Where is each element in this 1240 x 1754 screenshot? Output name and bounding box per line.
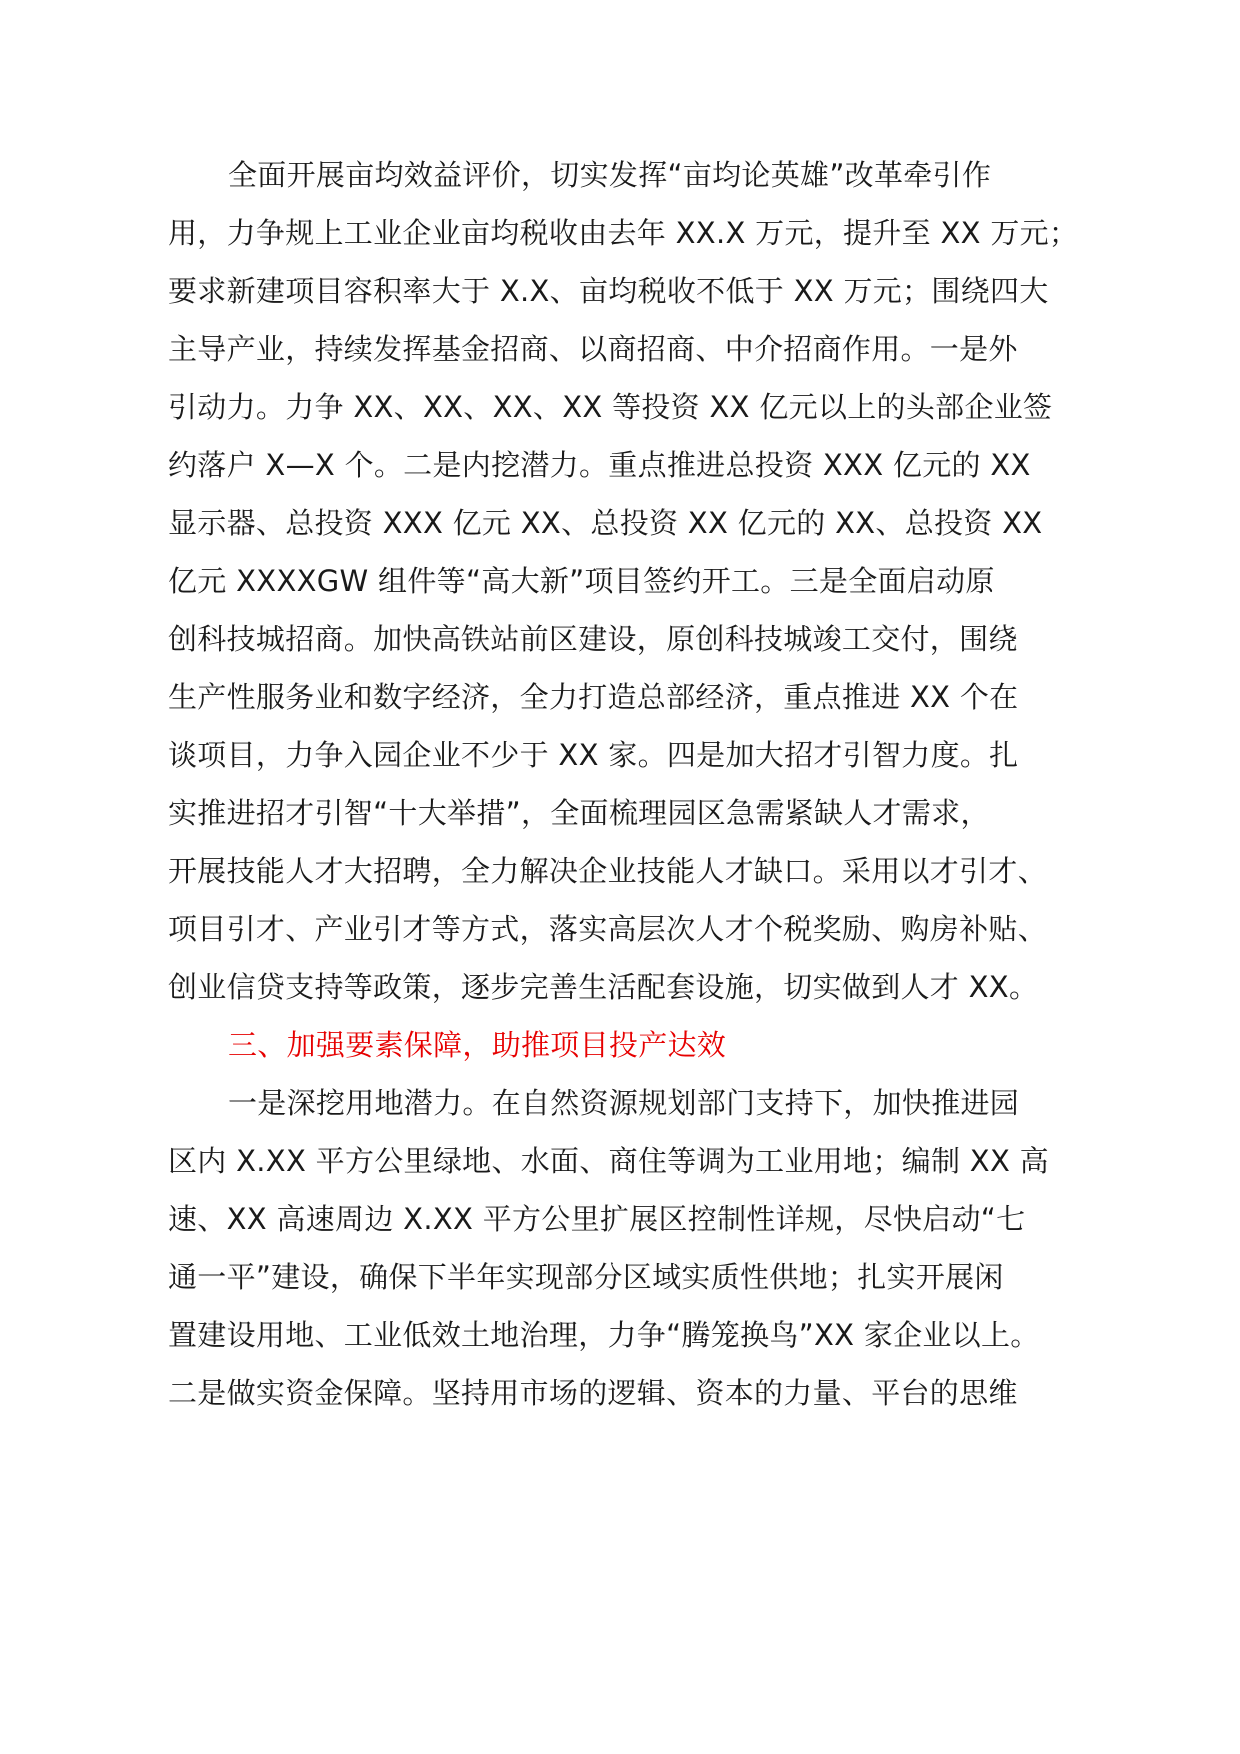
paragraph-line-9: 创科技城招商。加快高铁站前区建设，原创科技城竣工交付，围绕: [168, 622, 1018, 656]
paragraph-line-22: 二是做实资金保障。坚持用市场的逻辑、资本的力量、平台的思维: [168, 1376, 1018, 1410]
paragraph-line-14: 项目引才、产业引才等方式，落实高层次人才个税奖励、购房补贴、: [168, 912, 1048, 946]
paragraph-line-10: 生产性服务业和数字经济，全力打造总部经济，重点推进 XX 个在: [168, 680, 1019, 714]
paragraph-line-3: 要求新建项目容积率大于 X.X、亩均税收不低于 XX 万元；围绕四大: [168, 274, 1049, 308]
paragraph-line-7: 显示器、总投资 XXX 亿元 XX、总投资 XX 亿元的 XX、总投资 XX: [168, 506, 1043, 540]
paragraph-line-19: 速、XX 高速周边 X.XX 平方公里扩展区控制性详规，尽快启动“七: [168, 1202, 1026, 1236]
paragraph-line-18: 区内 X.XX 平方公里绿地、水面、商住等调为工业用地；编制 XX 高: [168, 1144, 1049, 1178]
paragraph-line-21: 置建设用地、工业低效土地治理，力争“腾笼换鸟”XX 家企业以上。: [168, 1318, 1040, 1352]
paragraph-line-11: 谈项目，力争入园企业不少于 XX 家。四是加大招才引智力度。扎: [168, 738, 1019, 772]
paragraph-line-13: 开展技能人才大招聘，全力解决企业技能人才缺口。采用以才引才、: [168, 854, 1048, 888]
paragraph-line-2: 用，力争规上工业企业亩均税收由去年 XX.X 万元，提升至 XX 万元；: [168, 216, 1079, 250]
paragraph-line-4: 主导产业，持续发挥基金招商、以商招商、中介招商作用。一是外: [168, 332, 1018, 366]
section-heading: 三、加强要素保障，助推项目投产达效: [228, 1028, 727, 1062]
paragraph-line-12: 实推进招才引智“十大举措”，全面梳理园区急需紧缺人才需求，: [168, 796, 990, 830]
paragraph-line-8: 亿元 XXXXGW 组件等“高大新”项目签约开工。三是全面启动原: [168, 564, 995, 598]
paragraph-line-6: 约落户 X—X 个。二是内挖潜力。重点推进总投资 XXX 亿元的 XX: [168, 448, 1031, 482]
paragraph-line-20: 通一平”建设，确保下半年实现部分区域实质性供地；扎实开展闲: [168, 1260, 1004, 1294]
paragraph-line-15: 创业信贷支持等政策，逐步完善生活配套设施，切实做到人才 XX。: [168, 970, 1039, 1004]
paragraph-line-17: 一是深挖用地潜力。在自然资源规划部门支持下，加快推进园: [228, 1086, 1020, 1120]
paragraph-line-1: 全面开展亩均效益评价，切实发挥“亩均论英雄”改革牵引作: [228, 158, 992, 192]
paragraph-line-5: 引动力。力争 XX、XX、XX、XX 等投资 XX 亿元以上的头部企业签: [168, 390, 1053, 424]
